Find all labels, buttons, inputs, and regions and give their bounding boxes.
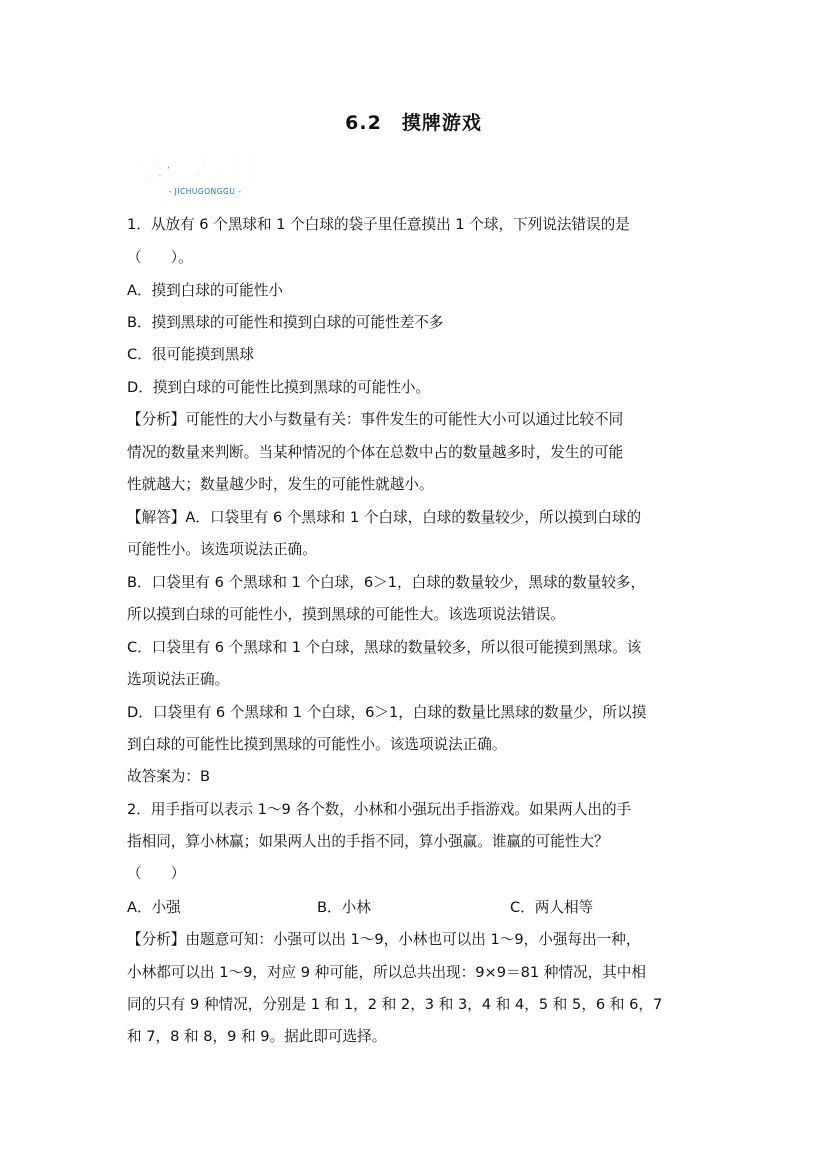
q2-stem-line-2: 指相同，算小林赢；如果两人出的手指不同，算小强赢。谁赢的可能性大？	[127, 833, 609, 850]
q1-stem-line-1: 1．从放有 6 个黑球和 1 个白球的袋子里任意摸出 1 个球，下列说法错误的是	[127, 216, 630, 233]
q2-option-a: A．小强	[127, 899, 181, 916]
q2-analysis-line-3: 同的只有 9 种情况，分别是 1 和 1，2 和 2，3 和 3，4 和 4，5 和 5，6 和 6，7	[127, 996, 663, 1013]
q1-solution-line-8: 到白球的可能性比摸到黑球的可能性小。该选项说法正确。	[127, 736, 507, 753]
q1-stem-line-2: （ ）。	[127, 249, 193, 266]
q2-analysis-line-4: 和 7，8 和 8，9 和 9。据此即可选择。	[127, 1028, 387, 1045]
q2-option-b: B．小林	[317, 899, 371, 916]
q1-option-c: C．很可能摸到黑球	[127, 346, 254, 363]
q1-solution-line-1: 【解答】A．口袋里有 6 个黑球和 1 个白球，白球的数量较少，所以摸到白球的	[127, 509, 642, 526]
q2-stem-line-1: 2．用手指可以表示 1～9 各个数，小林和小强玩出手指游戏。如果两人出的手	[127, 801, 632, 818]
banner-sub-text: - JICHUGONGGU -	[168, 187, 242, 196]
banner-main-text: 基础巩固	[132, 150, 261, 188]
q1-option-a: A．摸到白球的可能性小	[127, 282, 283, 299]
q1-option-b: B．摸到黑球的可能性和摸到白球的可能性差不多	[127, 314, 444, 331]
q1-analysis-line-3: 性就越大；数量越少时，发生的可能性就越小。	[127, 476, 434, 493]
q1-solution-line-3: B．口袋里有 6 个黑球和 1 个白球，6＞1，白球的数量较少，黑球的数量较多，	[127, 574, 646, 591]
q2-option-c: C．两人相等	[510, 899, 594, 916]
q1-solution-line-7: D．口袋里有 6 个黑球和 1 个白球，6＞1，白球的数量比黑球的数量少，所以摸	[127, 704, 647, 721]
q2-analysis-line-1: 【分析】由题意可知：小强可以出 1～9，小林也可以出 1～9，小强每出一种，	[127, 931, 641, 948]
banner-logo	[130, 146, 280, 198]
section-banner	[130, 146, 280, 198]
q2-stem-line-3: （ ）	[127, 865, 186, 882]
q1-solution-line-4: 所以摸到白球的可能性小，摸到黑球的可能性大。该选项说法错误。	[127, 606, 565, 623]
q1-solution-line-2: 可能性小。该选项说法正确。	[127, 541, 317, 558]
q2-analysis-line-2: 小林都可以出 1～9，对应 9 种可能，所以总共出现：9×9＝81 种情况，其中相	[127, 964, 646, 981]
page-title: 6.2 摸牌游戏	[345, 112, 482, 134]
q1-solution-line-6: 选项说法正确。	[127, 671, 230, 688]
q1-option-d: D．摸到白球的可能性比摸到黑球的可能性小。	[127, 379, 431, 396]
q1-solution-line-5: C．口袋里有 6 个黑球和 1 个白球，黑球的数量较多，所以很可能摸到黑球。该	[127, 639, 642, 656]
q1-analysis-line-2: 情况的数量来判断。当某种情况的个体在总数中占的数量越多时，发生的可能	[127, 444, 624, 461]
q1-answer: 故答案为：B	[127, 768, 210, 785]
q1-analysis-line-1: 【分析】可能性的大小与数量有关：事件发生的可能性大小可以通过比较不同	[127, 411, 624, 428]
